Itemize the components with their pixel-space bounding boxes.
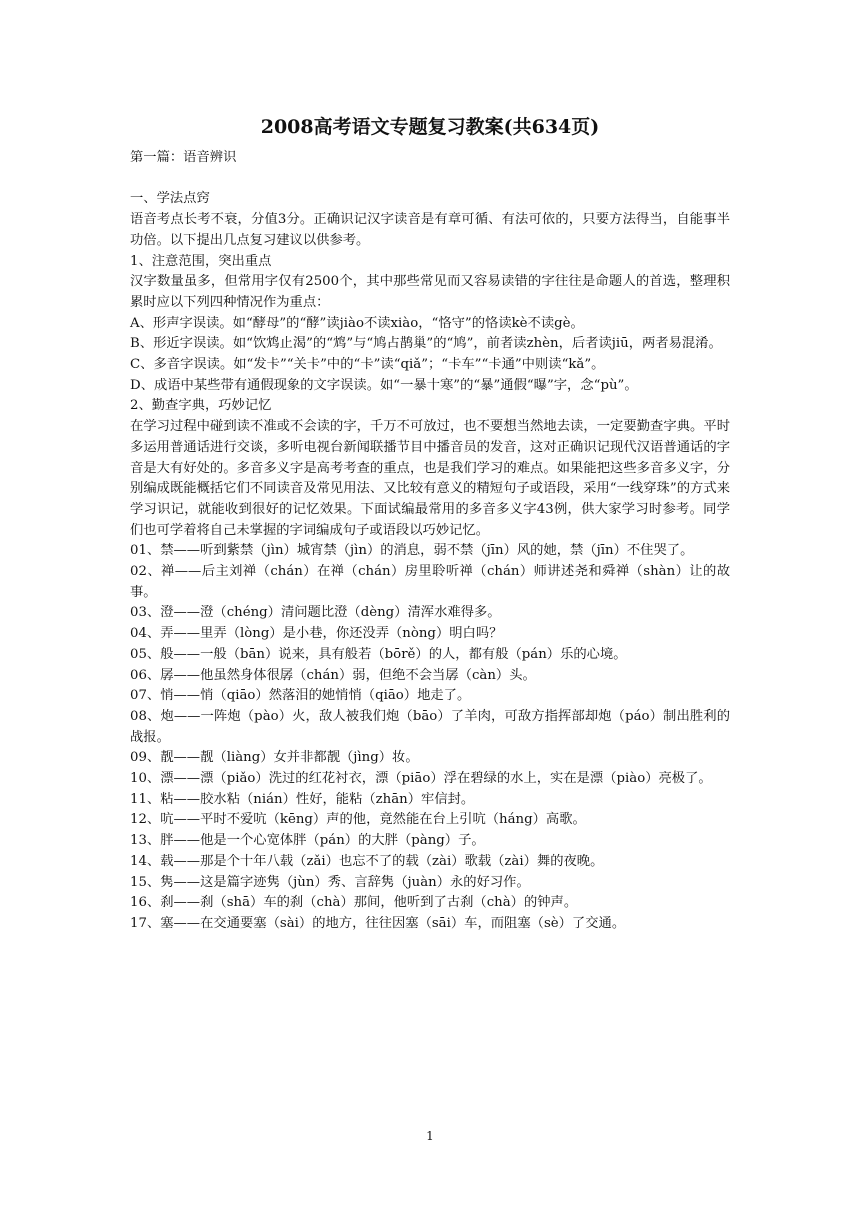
- section-heading: 一、学法点窍: [130, 191, 210, 207]
- document-body: [130, 148, 730, 935]
- example-item: 10、漂——漂（piǎo）洗过的红花衬衣，漂（piāo）浮在碧绿的水上，实在是漂（piào）亮极了。: [130, 771, 712, 787]
- example-item: 13、胖——他是一个心宽体胖（pán）的大胖（pàng）子。: [130, 833, 485, 849]
- example-item: 11、粘——胶水粘（nián）性好，能粘（zhān）牢信封。: [130, 791, 475, 807]
- point-item: A、形声字误读。如“酵母”的“酵”读jiào不读xiào，“恪守”的恪读kè不读gè。: [130, 315, 584, 331]
- point-paragraph: 汉字数量虽多，但常用字仅有2500个，其中那些常见而又容易读错的字往往是命题人的首选，整理积累时应以下列四种情况作为重点：: [130, 274, 730, 310]
- example-item: 08、炮——一阵炮（pào）火，敌人被我们炮（bāo）了羊肉，可敌方指挥部却炮（páo）制出胜利的战报。: [130, 708, 730, 745]
- example-item: 03、澄——澄（chéng）清问题比澄（dèng）清浑水难得多。: [130, 605, 501, 621]
- example-item: 14、载——那是个十年八载（zǎi）也忘不了的载（zài）歌载（zài）舞的夜晚。: [130, 853, 604, 869]
- example-item: 16、刹——刹（shā）车的刹（chà）那间，他听到了古刹（chà）的钟声。: [130, 895, 578, 911]
- example-item: 01、禁——听到紫禁（jìn）城宵禁（jìn）的消息，弱不禁（jīn）风的她，禁（jīn）不住哭了。: [130, 543, 694, 559]
- example-item: 06、孱——他虽然身体很孱（chán）弱，但绝不会当孱（càn）头。: [130, 667, 536, 683]
- example-item: 05、般——一般（bān）说来，具有般若（bōrě）的人，都有般（pán）乐的心境。: [130, 646, 627, 662]
- point-item: C、多音字误读。如“发卡”“关卡”中的“卡”读“qiǎ”；“卡车”“卡通”中则读“kǎ”。: [130, 357, 605, 373]
- document-title: 2008高考语文专题复习教案(共634页): [260, 116, 600, 138]
- example-item: 02、禅——后主刘禅（chán）在禅（chán）房里聆听禅（chán）师讲述尧和舜禅（shàn）让的故事。: [130, 564, 730, 600]
- example-item: 04、弄——里弄（lòng）是小巷，你还没弄（nòng）明白吗？: [130, 626, 503, 642]
- example-item: 17、塞——在交通要塞（sài）的地方，往往因塞（sāi）车，而阻塞（sè）了交通。: [130, 916, 626, 931]
- point-heading: 1、注意范围，突出重点: [130, 253, 272, 269]
- example-item: 07、悄——悄（qiāo）然落泪的她悄悄（qiāo）地走了。: [130, 688, 471, 704]
- page-number: 1: [426, 1129, 434, 1143]
- intro-paragraph: 语音考点长考不衰，分值3分。正确识记汉字读音是有章可循、有法可依的，只要方法得当，自能事半功倍。以下提出几点复习建议以供参考。: [130, 212, 730, 248]
- point-item: D、成语中某些带有通假现象的文字误读。如“一暴十寒”的“暴”通假“曝”字，念“pù”。: [130, 377, 638, 393]
- point-heading: 2、勤查字典，巧妙记忆: [130, 398, 272, 414]
- point-item: B、形近字误读。如“饮鸩止渴”的“鸩”与“鸠占鹊巢”的“鸠”，前者读zhèn，后者读jiū，两者易混淆。: [130, 336, 722, 352]
- point-paragraph: 在学习过程中碰到读不准或不会读的字，千万不可放过，也不要想当然地去读，一定要勤查字典。平时多运用普通话进行交谈，多听电视台新闻联播节目中播音员的发音，这对正确识记现代汉语普通话的字音是大有好处的。多音多义字是高考考查的重点，也是我们学习的难点。如果能把这些多音多义字，分别编成既能概括它们不同读音及常见用法、又比较有意义的精短句子或语段，采用“一线穿珠”的方式来学习识记，就能收到很好的记忆效果。下面试编最常用的多音多义字43例，供大家学习时参考。同学们也可学着将自己未掌握的字词编成句子或语段以巧妙记忆。: [130, 419, 730, 538]
- chapter-heading: 第一篇：语音辨识: [130, 150, 237, 165]
- example-item: 15、隽——这是篇字迹隽（jùn）秀、言辞隽（juàn）永的好习作。: [130, 874, 530, 890]
- example-item: 12、吭——平时不爱吭（kēng）声的他，竟然能在台上引吭（háng）高歌。: [130, 812, 586, 828]
- blank-line: [130, 169, 730, 190]
- example-item: 09、靓——靓（liàng）女并非都靓（jìng）妆。: [130, 750, 419, 766]
